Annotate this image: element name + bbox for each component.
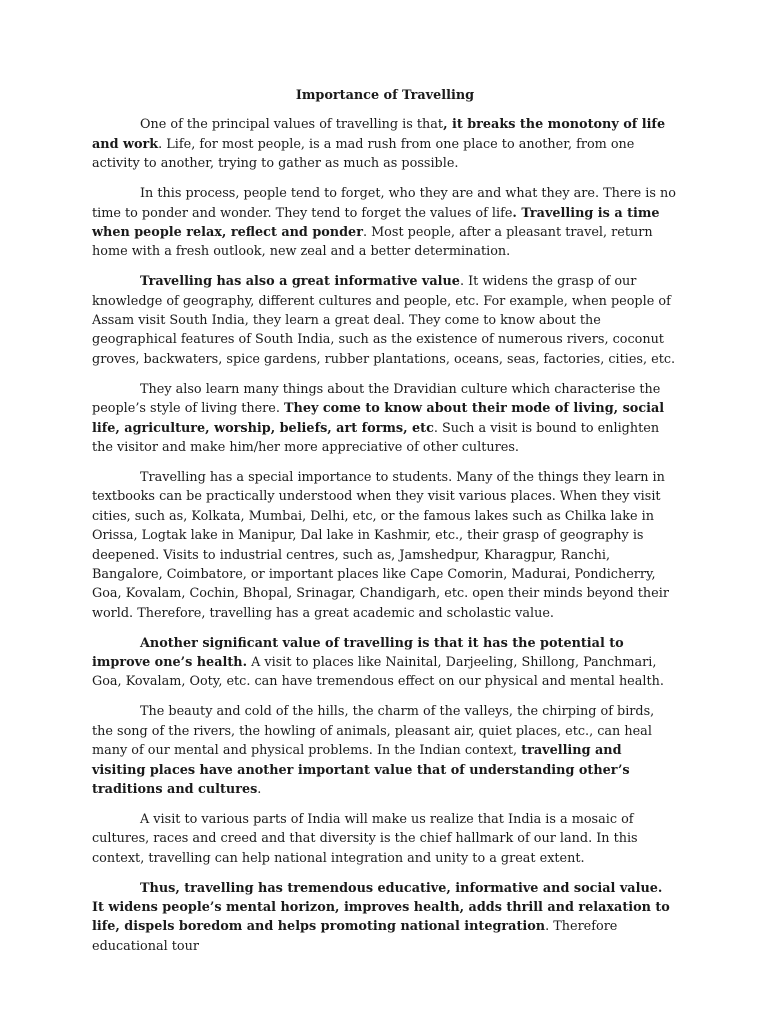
text-run: A visit to various parts of India will make us realize that India is a mosaic of cultures, races and creed and that diversity is the chief hallmark of our land. In this context, travelling can help national integration and unity to a great extent. — [92, 811, 638, 866]
paragraph — [92, 702, 678, 799]
bold-text-run: They come to know about their mode of living, social life, agriculture, worship, beliefs, art forms, etc — [92, 401, 665, 436]
paragraph — [92, 634, 678, 692]
paragraph — [92, 810, 678, 868]
bold-text-run: . Travelling is a time when people relax, reflect and ponder — [92, 205, 660, 240]
text-run: . It widens the grasp of our knowledge of geography, different cultures and people, etc. For example, when people of Assam visit South India, they learn a great deal. They come to know about the geographical features of South India, such as the existence of numerous rivers, coconut groves, backwaters, spice gardens, rubber plantations, oceans, seas, factories, cities, etc. — [92, 274, 676, 367]
text-run: Travelling has a special importance to students. Many of the things they learn in textbooks can be practically understood when they visit various places. When they visit cities, such as, Kolkata, Mumbai, Delhi, etc, or the famous lakes such as Chilka lake in Orissa, Logtak lake in Manipur, Dal lake in Kashmir, etc., their grasp of geography is deepened. Visits to industrial centres, such as, Jamshedpur, Kharagpur, Ranchi, Bangalore, Coimbatore, or important places like Cape Comorin, Madurai, Pondicherry, Goa, Kovalam, Cochin, Bhopal, Srinagar, Chandigarh, etc. open their minds beyond their world. Therefore, travelling has a great academic and scholastic value. — [92, 469, 669, 621]
paragraph — [92, 380, 678, 458]
text-run: One of the principal values of travelling is that — [140, 117, 444, 133]
text-run: A visit to places like Nainital, Darjeeling, Shillong, Panchmari, Goa, Kovalam, Ooty, etc. can have tremendous effect on our physical and mental health. — [92, 655, 664, 690]
paragraph — [92, 879, 678, 957]
paragraph — [92, 272, 678, 369]
text-run: . Life, for most people, is a mad rush from one place to another, from one activity to another, trying to gather as much as possible. — [92, 136, 635, 172]
paragraph — [92, 184, 678, 262]
document-title: Importance of Travelling — [295, 88, 475, 103]
text-run: . Such a visit is bound to enlighten the visitor and make him/her more appreciative of other cultures. — [92, 420, 660, 455]
text-run: In this process, people tend to forget, who they are and what they are. There is no time to ponder and wonder. They tend to forget the values of life — [92, 186, 676, 221]
text-run: . Most people, after a pleasant travel, return home with a fresh outlook, new zeal and a better determination. — [92, 224, 653, 260]
text-run: . — [257, 782, 262, 797]
text-run: The beauty and cold of the hills, the charm of the valleys, the chirping of birds, the song of the rivers, the howling of animals, pleasant air, quiet places, etc., can heal many of our mental and physical problems. In the Indian context, — [92, 704, 655, 759]
bold-text-run: , it breaks the monotony of life and work — [92, 117, 666, 152]
paragraph — [92, 115, 678, 173]
paragraph — [92, 468, 678, 623]
bold-text-run: Travelling has also a great informative value — [140, 274, 460, 290]
bold-text-run: Thus, travelling has tremendous educative, informative and social value. It widens people’s mental horizon, improves health, adds thrill and relaxation to life, dispels boredom and helps promoting national integration — [92, 880, 670, 935]
bold-text-run: travelling and visiting places have another important value that of understanding other’s traditions and cultures — [92, 743, 630, 797]
bold-text-run: Another significant value of travelling is that it has the potential to improve one’s health. — [92, 635, 624, 671]
text-run: They also learn many things about the Dravidian culture which characterise the people’s style of living there. — [92, 381, 661, 417]
document-page — [92, 86, 678, 967]
text-run: . Therefore educational tour — [92, 919, 618, 954]
